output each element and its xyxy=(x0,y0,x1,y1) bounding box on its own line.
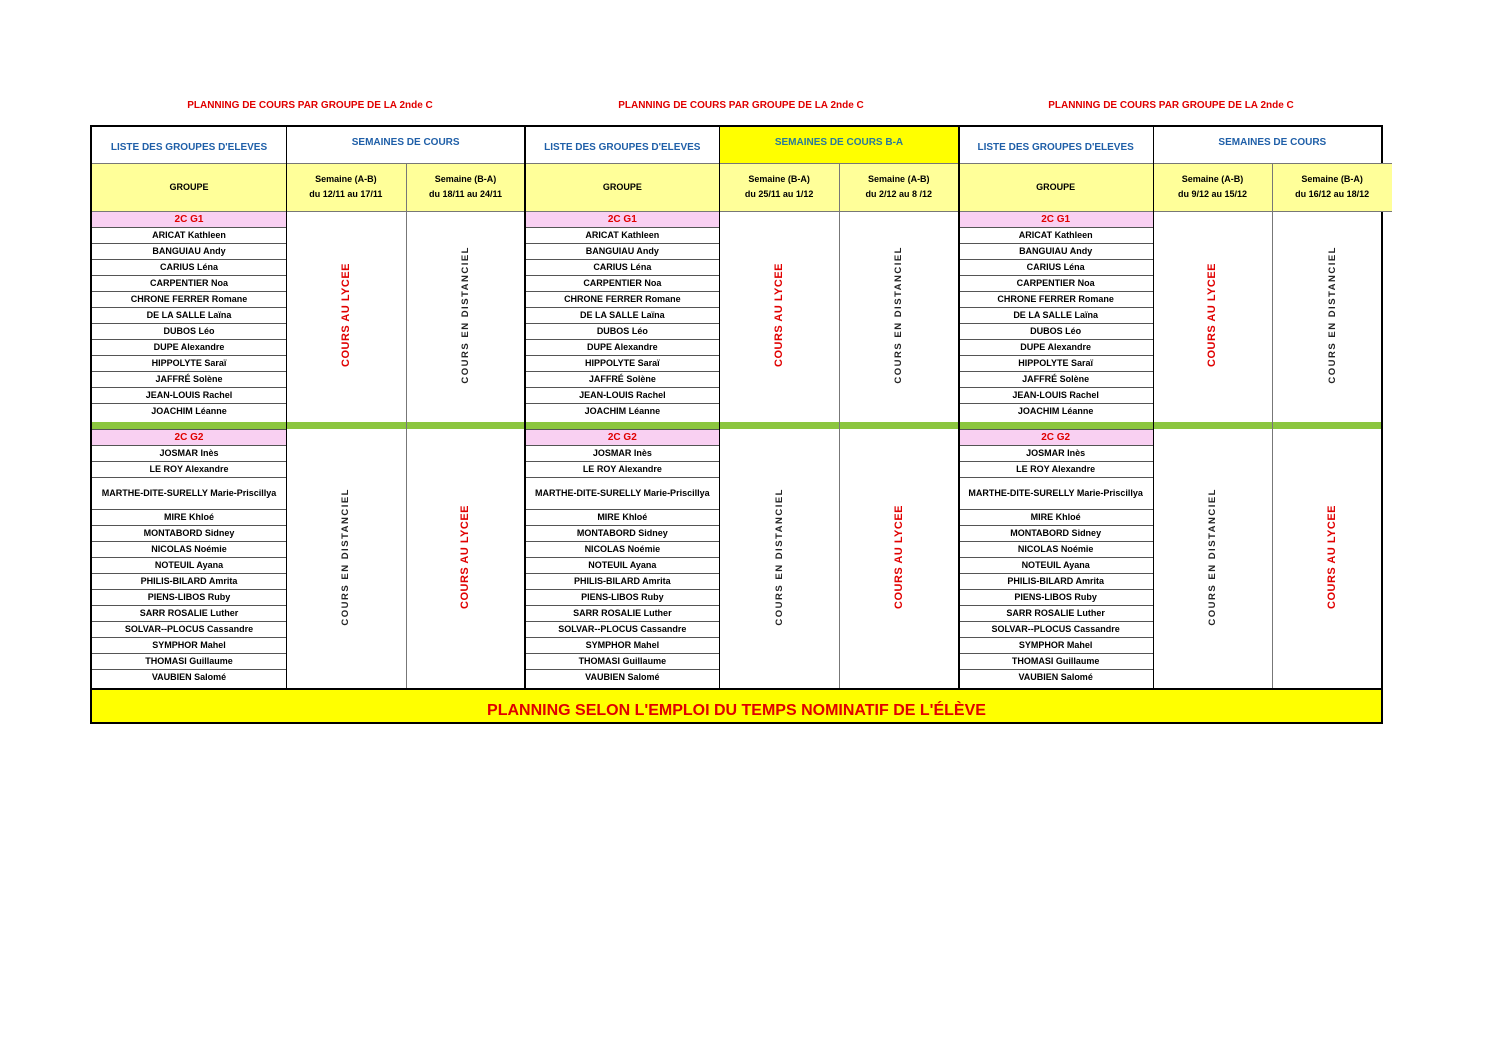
group-column-header: GROUPE xyxy=(525,163,719,211)
cours-en-distanciel-label: COURS EN DISTANCIEL xyxy=(1326,246,1338,384)
student-name: PHILIS-BILARD Amrita xyxy=(959,573,1153,589)
attendance-cell xyxy=(406,211,526,419)
grid-line xyxy=(839,163,840,688)
student-name: VAUBIEN Salomé xyxy=(92,669,286,685)
student-name: DUBOS Léo xyxy=(92,323,286,339)
week-label: Semaine (A-B) xyxy=(1181,174,1244,184)
attendance-cell xyxy=(1272,211,1392,419)
student-name: BANGUIAU Andy xyxy=(92,243,286,259)
cours-au-lycee-label: COURS AU LYCEE xyxy=(339,263,352,367)
attendance-cell xyxy=(1153,211,1273,419)
week-label: Semaine (B-A) xyxy=(434,174,497,184)
grid-line xyxy=(1153,127,1154,688)
student-name: CARIUS Léna xyxy=(959,259,1153,275)
block-divider xyxy=(958,127,960,688)
student-name: MIRE Khloé xyxy=(525,509,719,525)
student-name: MIRE Khloé xyxy=(959,509,1153,525)
student-name: SOLVAR--PLOCUS Cassandre xyxy=(959,621,1153,637)
student-name: CHRONE FERRER Romane xyxy=(959,291,1153,307)
student-name: NICOLAS Noémie xyxy=(525,541,719,557)
week-dates: du 9/12 au 15/12 xyxy=(1177,189,1247,199)
student-name: MARTHE-DITE-SURELLY Marie-Priscillya xyxy=(959,477,1153,509)
group-label: 2C G1 xyxy=(92,211,286,227)
page-title: PLANNING DE COURS PAR GROUPE DE LA 2nde C xyxy=(187,100,433,111)
week-column-header xyxy=(1272,163,1392,211)
student-name: SYMPHOR Mahel xyxy=(525,637,719,653)
footer-banner xyxy=(92,688,1381,722)
student-name: PHILIS-BILARD Amrita xyxy=(525,573,719,589)
student-name: HIPPOLYTE Saraï xyxy=(525,355,719,371)
student-name: MARTHE-DITE-SURELLY Marie-Priscillya xyxy=(92,477,286,509)
student-name: PIENS-LIBOS Ruby xyxy=(525,589,719,605)
attendance-cell xyxy=(719,429,839,685)
cours-en-distanciel-label: COURS EN DISTANCIEL xyxy=(340,488,352,626)
student-name: LE ROY Alexandre xyxy=(525,461,719,477)
week-dates: du 2/12 au 8 /12 xyxy=(865,189,933,199)
week-label: Semaine (B-A) xyxy=(1301,174,1363,184)
list-header: LISTE DES GROUPES D'ELEVES xyxy=(977,141,1134,153)
student-name: JEAN-LOUIS Rachel xyxy=(525,387,719,403)
student-name: CHRONE FERRER Romane xyxy=(525,291,719,307)
attendance-cell xyxy=(839,211,959,419)
student-name: JAFFRÉ Solène xyxy=(525,371,719,387)
list-header: LISTE DES GROUPES D'ELEVES xyxy=(110,141,268,153)
cours-au-lycee-label: COURS AU LYCEE xyxy=(459,505,472,609)
list-header: LISTE DES GROUPES D'ELEVES xyxy=(544,141,701,153)
group-label: 2C G1 xyxy=(959,211,1153,227)
grid-line xyxy=(959,163,1392,164)
student-name: JOACHIM Léanne xyxy=(959,403,1153,419)
student-name: JAFFRÉ Solène xyxy=(92,371,286,387)
attendance-cell xyxy=(1272,429,1392,685)
weeks-header: SEMAINES DE COURS xyxy=(1218,136,1327,148)
grid-line xyxy=(525,163,958,164)
student-name: DUPE Alexandre xyxy=(92,339,286,355)
student-name: SOLVAR--PLOCUS Cassandre xyxy=(525,621,719,637)
group-column-header: GROUPE xyxy=(959,163,1153,211)
student-name: JEAN-LOUIS Rachel xyxy=(959,387,1153,403)
student-name: PIENS-LIBOS Ruby xyxy=(959,589,1153,605)
week-label: Semaine (A-B) xyxy=(868,174,930,184)
group-column-header: GROUPE xyxy=(92,163,286,211)
cours-au-lycee-label: COURS AU LYCEE xyxy=(773,263,786,367)
week-column-header xyxy=(719,163,839,211)
week-dates: du 12/11 au 17/11 xyxy=(309,189,383,199)
cours-en-distanciel-label: COURS EN DISTANCIEL xyxy=(459,246,471,384)
week-dates: du 16/12 au 18/12 xyxy=(1295,189,1370,199)
student-name: NOTEUIL Ayana xyxy=(959,557,1153,573)
weeks-header: SEMAINES DE COURS xyxy=(351,136,460,148)
student-name: PIENS-LIBOS Ruby xyxy=(92,589,286,605)
student-name: DE LA SALLE Laïna xyxy=(525,307,719,323)
student-name: NICOLAS Noémie xyxy=(959,541,1153,557)
student-name: THOMASI Guillaume xyxy=(959,653,1153,669)
student-name: LE ROY Alexandre xyxy=(92,461,286,477)
grid-line xyxy=(92,211,525,212)
cours-au-lycee-label: COURS AU LYCEE xyxy=(892,505,905,609)
student-name: MONTABORD Sidney xyxy=(92,525,286,541)
student-name: JOSMAR Inès xyxy=(525,445,719,461)
student-name: DUBOS Léo xyxy=(959,323,1153,339)
grid-line xyxy=(525,211,958,212)
student-name: SYMPHOR Mahel xyxy=(959,637,1153,653)
student-name: MARTHE-DITE-SURELLY Marie-Priscillya xyxy=(525,477,719,509)
cours-en-distanciel-label: COURS EN DISTANCIEL xyxy=(773,488,785,626)
student-name: MONTABORD Sidney xyxy=(959,525,1153,541)
student-name: CARPENTIER Noa xyxy=(92,275,286,291)
student-name: DUPE Alexandre xyxy=(959,339,1153,355)
student-name: CARPENTIER Noa xyxy=(959,275,1153,291)
attendance-cell xyxy=(719,211,839,419)
group-label: 2C G2 xyxy=(959,429,1153,445)
student-name: ARICAT Kathleen xyxy=(525,227,719,243)
student-name: SOLVAR--PLOCUS Cassandre xyxy=(92,621,286,637)
student-name: JEAN-LOUIS Rachel xyxy=(92,387,286,403)
student-name: JOACHIM Léanne xyxy=(525,403,719,419)
student-name: CARIUS Léna xyxy=(525,259,719,275)
student-name: CARIUS Léna xyxy=(92,259,286,275)
student-name: CARPENTIER Noa xyxy=(525,275,719,291)
page-title: PLANNING DE COURS PAR GROUPE DE LA 2nde C xyxy=(1048,100,1294,111)
student-name: NOTEUIL Ayana xyxy=(525,557,719,573)
grid-line xyxy=(959,211,1392,212)
student-name: ARICAT Kathleen xyxy=(92,227,286,243)
student-name: BANGUIAU Andy xyxy=(525,243,719,259)
attendance-cell xyxy=(1153,429,1273,685)
week-column-header xyxy=(1153,163,1273,211)
weeks-header: SEMAINES DE COURS B-A xyxy=(719,127,958,163)
student-name: JOACHIM Léanne xyxy=(92,403,286,419)
group-label: 2C G2 xyxy=(92,429,286,445)
grid-line xyxy=(1272,163,1273,688)
student-name: DE LA SALLE Laïna xyxy=(959,307,1153,323)
student-name: BANGUIAU Andy xyxy=(959,243,1153,259)
schedule-block xyxy=(525,127,958,688)
student-name: SARR ROSALIE Luther xyxy=(959,605,1153,621)
student-name: JAFFRÉ Solène xyxy=(959,371,1153,387)
student-name: VAUBIEN Salomé xyxy=(525,669,719,685)
student-name: NOTEUIL Ayana xyxy=(92,557,286,573)
student-name: PHILIS-BILARD Amrita xyxy=(92,573,286,589)
attendance-cell xyxy=(839,429,959,685)
student-name: VAUBIEN Salomé xyxy=(959,669,1153,685)
week-dates: du 18/11 au 24/11 xyxy=(428,189,503,199)
student-name: SARR ROSALIE Luther xyxy=(525,605,719,621)
week-column-header xyxy=(406,163,526,211)
week-column-header xyxy=(839,163,959,211)
grid-line xyxy=(719,127,720,688)
student-name: JOSMAR Inès xyxy=(959,445,1153,461)
student-name: CHRONE FERRER Romane xyxy=(92,291,286,307)
student-name: JOSMAR Inès xyxy=(92,445,286,461)
cours-en-distanciel-label: COURS EN DISTANCIEL xyxy=(1206,488,1218,626)
group-label: 2C G1 xyxy=(525,211,719,227)
student-name: HIPPOLYTE Saraï xyxy=(959,355,1153,371)
student-name: DUBOS Léo xyxy=(525,323,719,339)
cours-au-lycee-label: COURS AU LYCEE xyxy=(1206,263,1219,367)
week-dates: du 25/11 au 1/12 xyxy=(744,189,814,199)
student-name: ARICAT Kathleen xyxy=(959,227,1153,243)
cours-au-lycee-label: COURS AU LYCEE xyxy=(1326,505,1339,609)
week-label: Semaine (B-A) xyxy=(748,174,810,184)
grid-line xyxy=(92,163,525,164)
block-divider xyxy=(524,127,526,688)
attendance-cell xyxy=(286,429,406,685)
cours-en-distanciel-label: COURS EN DISTANCIEL xyxy=(893,246,905,384)
group-label: 2C G2 xyxy=(525,429,719,445)
week-label: Semaine (A-B) xyxy=(315,174,377,184)
attendance-cell xyxy=(406,429,526,685)
student-name: HIPPOLYTE Saraï xyxy=(92,355,286,371)
student-name: MONTABORD Sidney xyxy=(525,525,719,541)
student-name: THOMASI Guillaume xyxy=(92,653,286,669)
student-name: NICOLAS Noémie xyxy=(92,541,286,557)
student-name: SARR ROSALIE Luther xyxy=(92,605,286,621)
grid-line xyxy=(406,163,407,688)
student-name: MIRE Khloé xyxy=(92,509,286,525)
attendance-cell xyxy=(286,211,406,419)
grid-line xyxy=(286,127,287,688)
footer-text: PLANNING SELON L'EMPLOI DU TEMPS NOMINATIF DE L'ÉLÈVE xyxy=(487,702,986,719)
student-name: DE LA SALLE Laïna xyxy=(92,307,286,323)
schedule-block xyxy=(92,127,525,688)
schedule-block xyxy=(959,127,1392,688)
planning-table xyxy=(90,125,1383,724)
student-name: THOMASI Guillaume xyxy=(525,653,719,669)
student-name: LE ROY Alexandre xyxy=(959,461,1153,477)
week-column-header xyxy=(286,163,406,211)
student-name: SYMPHOR Mahel xyxy=(92,637,286,653)
student-name: DUPE Alexandre xyxy=(525,339,719,355)
page-title: PLANNING DE COURS PAR GROUPE DE LA 2nde C xyxy=(618,100,864,111)
